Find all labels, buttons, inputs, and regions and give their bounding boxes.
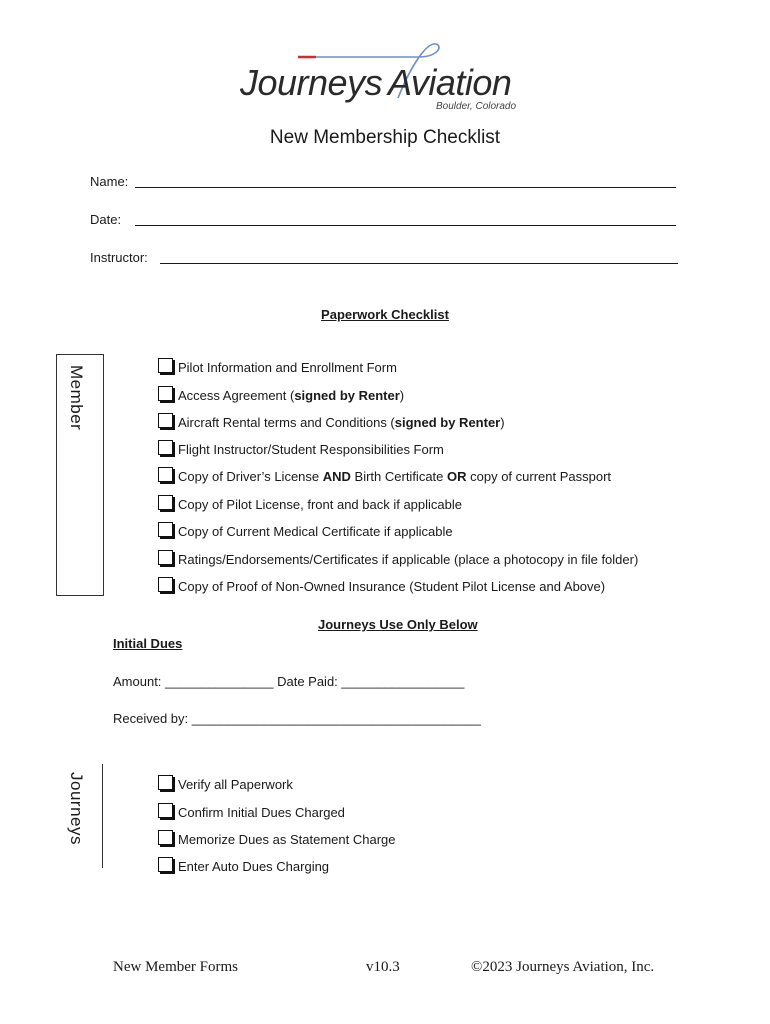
footer-left: New Member Forms (113, 959, 238, 975)
paperwork-item[interactable] (158, 521, 453, 541)
paperwork-item-label (178, 442, 444, 457)
instructor-field[interactable] (160, 263, 678, 264)
journeys-item-label: Verify all Paperwork (178, 776, 293, 792)
paperwork-item-text-pre: Copy of Proof of Non-Owned Insurance (Student Pilot License and Above) (178, 578, 606, 594)
paperwork-item-label (178, 552, 638, 567)
paperwork-item-text-pre: Copy of Driver’s License (178, 468, 323, 484)
amount-date-paid-line[interactable]: Amount: _______________ Date Paid: _________________ (113, 674, 465, 689)
journeys-item-label: Enter Auto Dues Charging (178, 858, 330, 874)
checkbox-icon[interactable] (158, 358, 173, 373)
logo-word-aviation: Aviation (388, 62, 512, 103)
paperwork-item-text-b1: signed by Renter (394, 414, 501, 430)
paperwork-item-text-pre: Copy of Pilot License, front and back if applicable (178, 496, 463, 512)
journeys-item-label: Memorize Dues as Statement Charge (178, 831, 396, 847)
checkbox-icon[interactable] (158, 803, 173, 818)
journeys-item[interactable] (158, 802, 345, 822)
checkbox-icon[interactable] (158, 522, 173, 537)
paperwork-item-label (178, 415, 505, 430)
paperwork-item-label (178, 388, 404, 403)
paperwork-item[interactable] (158, 385, 404, 405)
paperwork-item-text-pre: Access Agreement ( (178, 387, 295, 403)
paperwork-item-text-pre: Copy of Current Medical Certificate if applicable (178, 523, 453, 539)
journeys-side-label: Journeys (67, 772, 86, 845)
checkbox-icon[interactable] (158, 550, 173, 565)
paperwork-item-label (178, 579, 605, 594)
checkbox-icon[interactable] (158, 577, 173, 592)
paperwork-item[interactable] (158, 494, 462, 514)
journeys-item[interactable] (158, 829, 395, 849)
paperwork-item[interactable] (158, 439, 444, 459)
paperwork-item-text-mid: ) (399, 387, 405, 403)
paperwork-item-text-b1: AND (322, 468, 351, 484)
paperwork-item-label (178, 497, 462, 512)
paperwork-item-label (178, 524, 453, 539)
paperwork-item-text-pre: Aircraft Rental terms and Conditions ( (178, 414, 395, 430)
paperwork-item-text-b1: signed by Renter (294, 387, 400, 403)
name-label: Name: (90, 174, 129, 189)
footer-copyright: ©2023 Journeys Aviation, Inc. (471, 959, 655, 975)
logo-location: Boulder, Colorado (436, 101, 517, 112)
paperwork-item-label (178, 469, 611, 484)
checkbox-icon[interactable] (158, 467, 173, 482)
checkbox-icon[interactable] (158, 440, 173, 455)
initial-dues-heading: Initial Dues (113, 636, 183, 651)
footer-version: v10.3 (366, 959, 400, 975)
paperwork-item-text-pre: Pilot Information and Enrollment Form (178, 359, 397, 375)
checkbox-icon[interactable] (158, 830, 173, 845)
page-title: New Membership Checklist (269, 127, 501, 148)
checkbox-icon[interactable] (158, 857, 173, 872)
paperwork-item-text-pre: Ratings/Endorsements/Certificates if applicable (place a photocopy in file folder) (178, 551, 639, 567)
paperwork-item[interactable] (158, 549, 638, 569)
paperwork-item[interactable] (158, 357, 397, 377)
checkbox-icon[interactable] (158, 386, 173, 401)
member-side-label: Member (67, 365, 86, 431)
received-by-line[interactable]: Received by: ________________________________________ (113, 711, 481, 726)
journeys-item[interactable] (158, 856, 329, 876)
paperwork-heading: Paperwork Checklist (321, 307, 449, 322)
checkbox-icon[interactable] (158, 775, 173, 790)
date-field[interactable] (135, 225, 676, 226)
instructor-label: Instructor: (90, 250, 148, 265)
paperwork-item[interactable] (158, 412, 505, 432)
paperwork-item-text-b2: OR (447, 468, 467, 484)
paperwork-item-text-post: copy of current Passport (466, 468, 612, 484)
checkbox-icon[interactable] (158, 413, 173, 428)
checkbox-icon[interactable] (158, 495, 173, 510)
paperwork-item-text-pre: Flight Instructor/Student Responsibilities Form (178, 441, 444, 457)
paperwork-item[interactable] (158, 576, 605, 596)
journeys-item-label: Confirm Initial Dues Charged (178, 804, 345, 820)
date-label: Date: (90, 212, 122, 227)
journeys-item[interactable] (158, 774, 293, 794)
paperwork-item[interactable] (158, 466, 611, 486)
name-field[interactable] (135, 187, 676, 188)
logo-word-journeys: Journeys (240, 62, 383, 103)
paperwork-item-text-mid: Birth Certificate (350, 468, 448, 484)
paperwork-item-label (178, 360, 397, 375)
paperwork-item-text-mid: ) (500, 414, 505, 430)
journeys-use-heading: Journeys Use Only Below (318, 617, 478, 632)
